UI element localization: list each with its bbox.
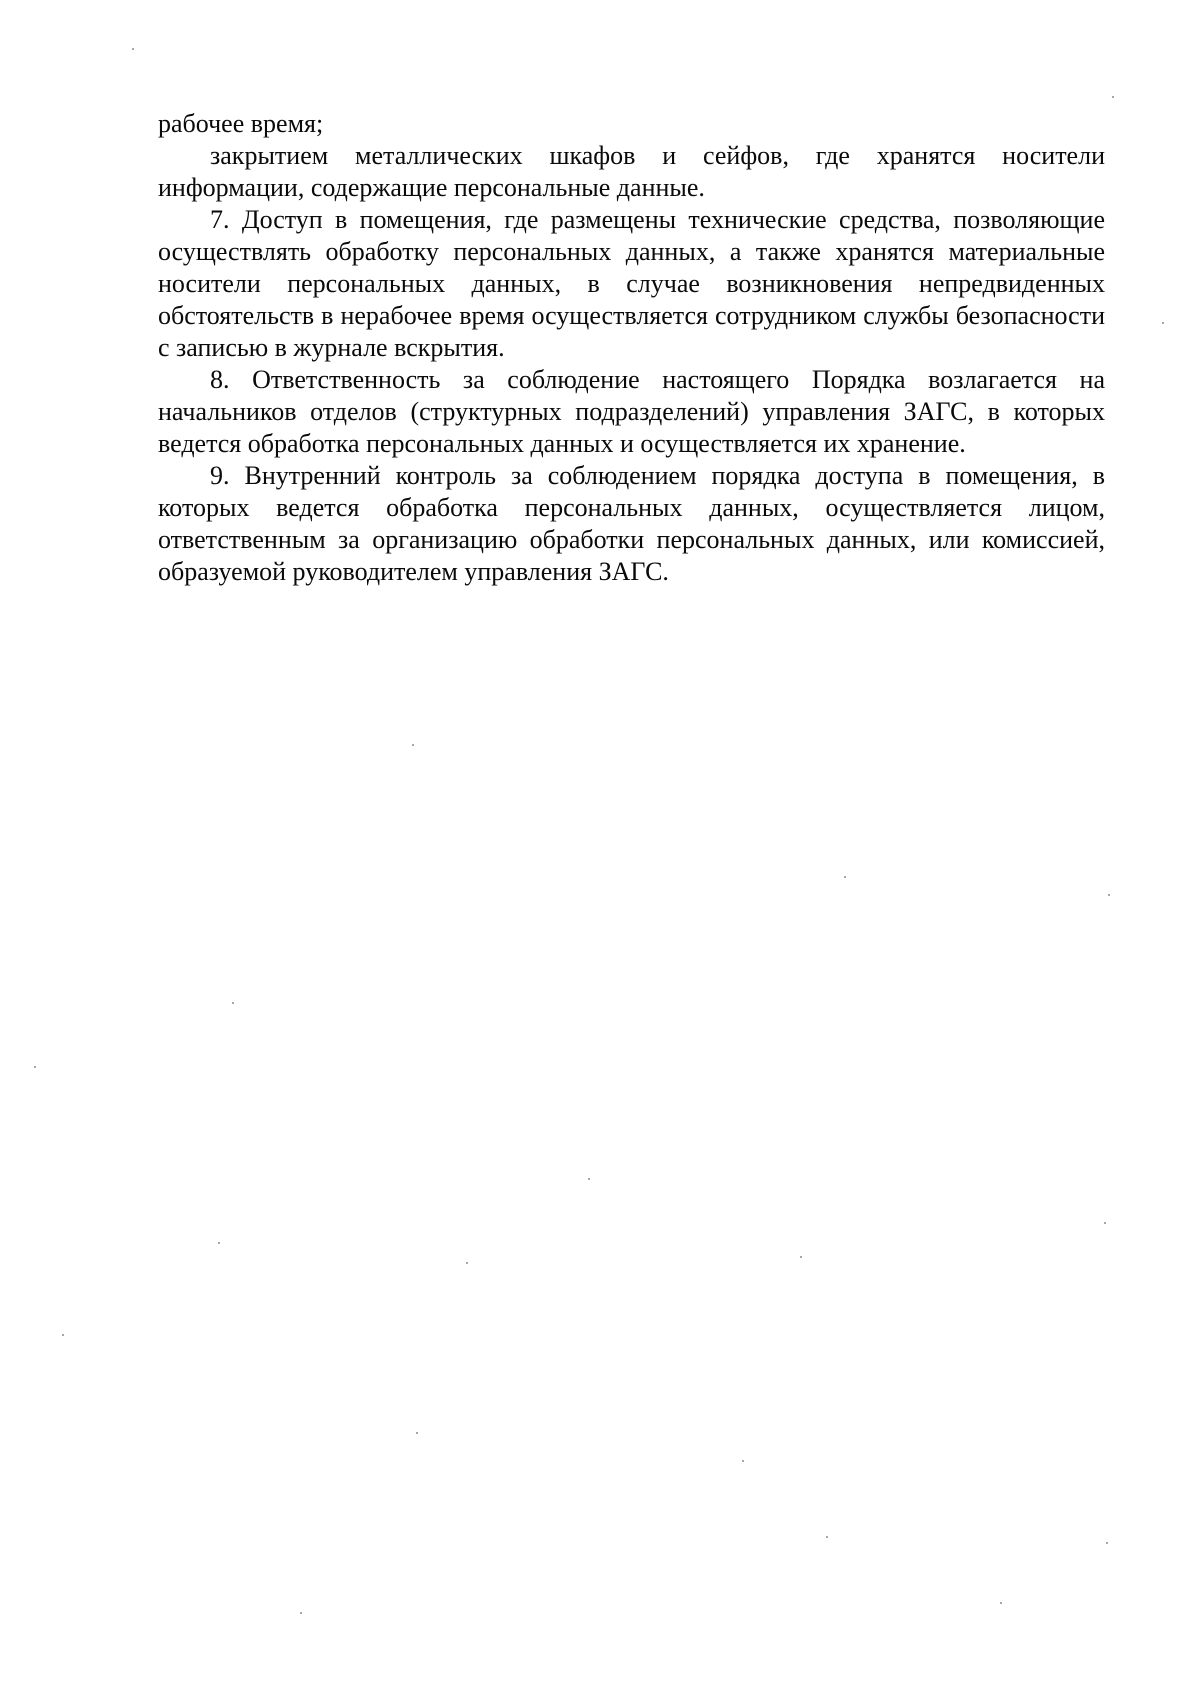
scan-speck [1162, 322, 1164, 324]
scan-speck [800, 1256, 802, 1258]
scan-speck [416, 1432, 418, 1434]
scan-speck [1104, 1222, 1106, 1224]
scan-speck [1000, 1602, 1002, 1604]
scan-speck [34, 1066, 36, 1068]
scan-speck [300, 1612, 302, 1614]
scan-speck [1112, 96, 1114, 98]
paragraph-item-8: 8. Ответственность за соблюдение настоящего Порядка возлагается на начальников отделов (структурных подразделений) управления ЗАГС, в которых ведется обработка персональных данных и осуществляется их хранение. [158, 365, 1105, 458]
scan-speck [1106, 1542, 1108, 1544]
paragraph-item-9: 9. Внутренний контроль за соблюдением порядка доступа в помещения, в которых ведется обработка персональных данных, осуществляется лицом, ответственным за организацию обработки персональных данных, или комиссией, образуемой руководителем управления ЗАГС. [158, 461, 1105, 586]
scan-speck [466, 1262, 468, 1264]
paragraph-continuation: рабочее время; [158, 109, 324, 138]
document-body [158, 108, 1105, 588]
scan-speck [412, 744, 414, 746]
scan-speck [218, 1242, 220, 1244]
scan-speck [826, 1536, 828, 1538]
scan-speck [132, 48, 134, 50]
scan-speck [62, 1334, 64, 1336]
scan-speck [232, 1002, 234, 1004]
scan-speck [742, 1460, 744, 1462]
scan-speck [588, 1178, 590, 1180]
scan-speck [844, 876, 846, 878]
paragraph-item-7: 7. Доступ в помещения, где размещены технические средства, позволяющие осуществлять обработку персональных данных, а также хранятся материальные носители персональных данных, в случае возникновения непредвиденных обстоятельств в нерабочее время осуществляется сотрудником службы безопасности с записью в журнале вскрытия. [158, 205, 1105, 362]
paragraph-closing-cabinets: закрытием металлических шкафов и сейфов, где хранятся носители информации, содержащие персональные данные. [158, 141, 1105, 202]
scan-speck [1108, 894, 1110, 896]
